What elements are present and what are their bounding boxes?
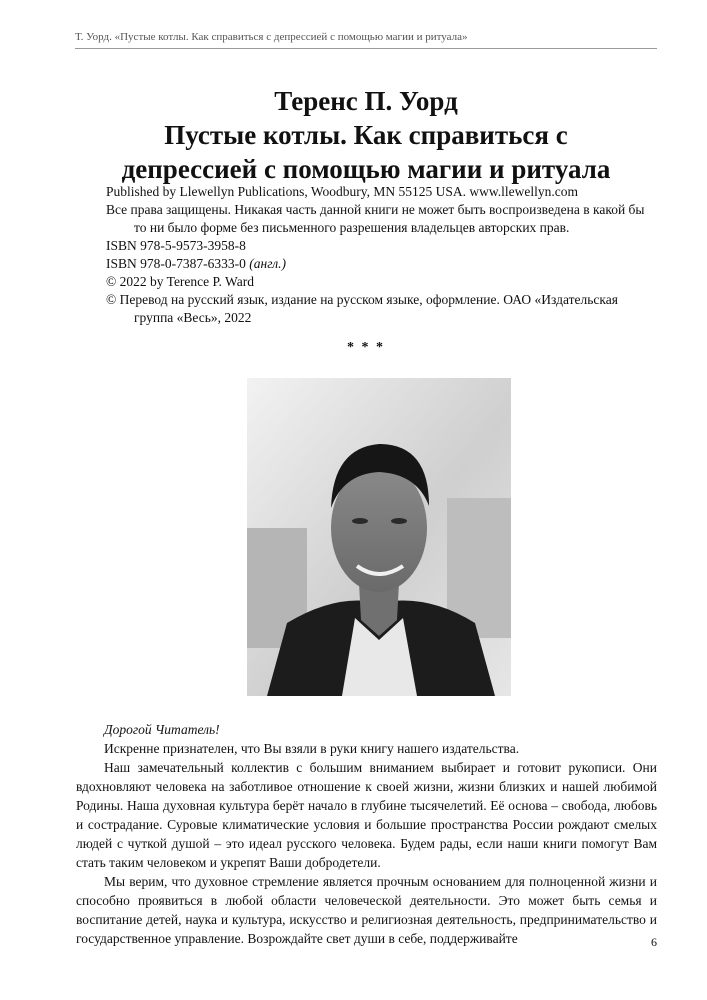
body-text [76, 720, 657, 948]
running-header [75, 31, 657, 49]
translation-copyright: © Перевод на русский язык, издание на русском языке, оформление. ОАО «Издательская группа «Весь», 2022 [106, 292, 618, 325]
imprint-block [106, 183, 657, 327]
section-divider: * * * [347, 340, 385, 355]
isbn-original [106, 255, 657, 273]
isbn-russian: ISBN 978-5-9573-3958-8 [106, 238, 246, 253]
rights-notice: Все права защищены. Никакая часть данной книги не может быть воспроизведена в какой бы то ни было форме без письменного разрешения владельцев авторских прав. [106, 202, 645, 235]
paragraph-3: Мы верим, что духовное стремление является прочным основанием для полноценной жизни и способно проявиться в любой области человеческой деятельности. Это может быть семья и воспитание детей, наука и культура, искусство и религиозная деятельность, предпринимательство и государственное управление. Возрождайте свет души в себе, поддерживайте [76, 874, 657, 946]
title-block [75, 84, 657, 186]
book-title-line-2: депрессией с помощью магии и ритуала [121, 154, 611, 184]
greeting: Дорогой Читатель! [104, 722, 220, 737]
book-title-line-1: Пустые котлы. Как справиться с [164, 120, 568, 150]
author-name: Теренс П. Уорд [274, 86, 458, 116]
author-photo [247, 378, 511, 696]
copyright-line: © 2022 by Terence P. Ward [106, 274, 254, 289]
page-number: 6 [651, 935, 657, 949]
paragraph-2: Наш замечательный коллектив с большим вниманием выбирает и готовит рукописи. Они вдохновляют человека на заботливое отношение к своей жизни, жизни близких и нашей любимой Родины. Наша духовная культура берёт начало в глубине тысячелетий. Её основа – свобода, любовь и сострадание. Суровые климатические условия и большие пространства России рождают смелых людей с чуткой душой – это идеал русского человека. Будем рады, если наши книги помогут Вам стать таким человеком и укрепят Ваши добродетели. [76, 760, 657, 870]
publisher-line: Published by Llewellyn Publications, Woodbury, MN 55125 USA. www.llewellyn.com [106, 184, 579, 199]
isbn-original-number: ISBN 978-0-7387-6333-0 [106, 256, 246, 271]
running-header-text: Т. Уорд. «Пустые котлы. Как справиться с депрессией с помощью магии и ритуала» [75, 31, 468, 43]
paragraph-1: Искренне признателен, что Вы взяли в руки книгу нашего издательства. [104, 741, 520, 756]
isbn-original-note: (англ.) [249, 256, 287, 271]
